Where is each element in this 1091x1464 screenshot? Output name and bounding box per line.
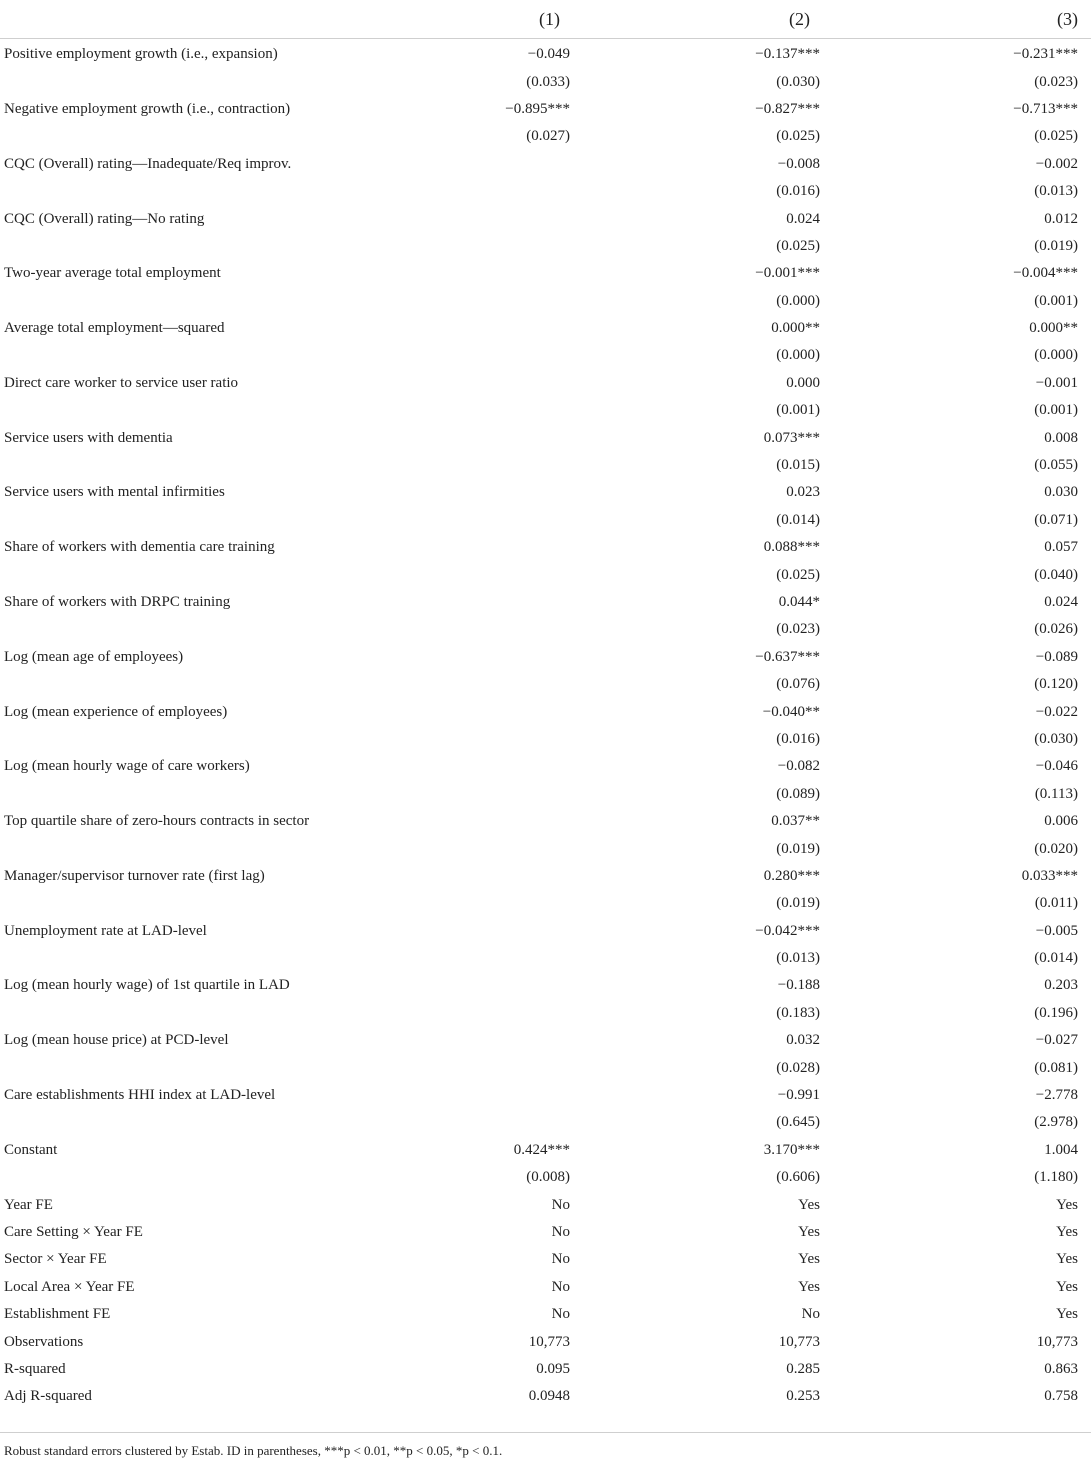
table-row xyxy=(0,644,1091,671)
header-row xyxy=(0,0,1091,39)
col-3-value: 0.012 xyxy=(1044,210,1078,227)
row-label xyxy=(0,1109,390,1136)
col-1-value: No xyxy=(551,1196,570,1213)
table-body xyxy=(0,39,1091,1411)
col-1-value xyxy=(390,726,587,753)
row-label xyxy=(0,945,390,972)
col-1-value xyxy=(390,479,587,506)
col-2-value: −0.991 xyxy=(777,1087,820,1104)
col-3-value: −0.002 xyxy=(1035,155,1078,172)
row-label: Two-year average total employment xyxy=(4,265,221,282)
table-row xyxy=(0,945,1091,972)
col-3-value: −0.004*** xyxy=(1013,265,1078,282)
col-1-value: No xyxy=(551,1251,570,1268)
col-1-value xyxy=(390,671,587,698)
table-row xyxy=(0,890,1091,917)
col-2-value: (0.645) xyxy=(776,1114,820,1131)
row-label: Establishment FE xyxy=(4,1306,111,1323)
table-row xyxy=(0,39,1091,69)
col-2-value: No xyxy=(801,1306,820,1323)
col-1-value xyxy=(390,534,587,561)
col-2-value: −0.637*** xyxy=(755,648,820,665)
col-1-value xyxy=(390,1109,587,1136)
table-row xyxy=(0,260,1091,287)
col-3-value: (0.081) xyxy=(1034,1059,1078,1076)
row-label: Average total employment—squared xyxy=(4,320,225,337)
col-2-value: (0.089) xyxy=(776,785,820,802)
row-label: Share of workers with dementia care training xyxy=(4,539,275,556)
col-2-value: 0.000 xyxy=(786,374,820,391)
table-row xyxy=(0,397,1091,424)
col-3-value: 1.004 xyxy=(1044,1141,1078,1158)
col-2-value: (0.015) xyxy=(776,457,820,474)
col-1-value xyxy=(390,260,587,287)
table-footnote: Robust standard errors clustered by Estab. ID in parentheses, ***p < 0.01, **p < 0.05, *p < 0.1. xyxy=(4,1443,503,1458)
table-row xyxy=(0,589,1091,616)
col-2-value: 0.044* xyxy=(778,594,820,610)
table-row xyxy=(0,370,1091,397)
col-1-value xyxy=(390,918,587,945)
row-label: Share of workers with DRPC training xyxy=(4,594,231,610)
col-2-value: Yes xyxy=(798,1251,820,1268)
table-row xyxy=(0,781,1091,808)
col-1-value xyxy=(390,890,587,917)
col-3-value: Yes xyxy=(1056,1251,1078,1268)
col-3-value: 0.000** xyxy=(1029,320,1078,337)
col-1-value xyxy=(390,781,587,808)
col-1-value xyxy=(390,835,587,862)
col-2-value: (0.025) xyxy=(776,128,820,145)
table-row xyxy=(0,753,1091,780)
row-label: CQC (Overall) rating—No rating xyxy=(4,210,205,227)
col-3-value: −0.231*** xyxy=(1013,46,1078,63)
table-row xyxy=(0,1328,1091,1355)
col-1-value xyxy=(390,753,587,780)
col-2-value: 10,773 xyxy=(778,1333,820,1350)
row-label xyxy=(0,781,390,808)
col-3-value: −0.713*** xyxy=(1013,100,1078,117)
col-1-value xyxy=(390,698,587,725)
row-label: Log (mean hourly wage of care workers) xyxy=(4,758,250,775)
row-label xyxy=(0,726,390,753)
col-1-value xyxy=(390,863,587,890)
col-2-value: (0.000) xyxy=(776,292,820,309)
table-row xyxy=(0,808,1091,835)
col-1-value xyxy=(390,507,587,534)
col-3-value: 0.863 xyxy=(1044,1360,1078,1377)
col-2-value: −0.082 xyxy=(777,758,820,775)
col-2-value: 0.024 xyxy=(786,210,820,227)
col-3-value: 0.006 xyxy=(1044,813,1078,830)
col-3-value: −0.001 xyxy=(1035,374,1078,391)
col-3-value: (0.040) xyxy=(1034,566,1078,583)
col-2-value: 0.285 xyxy=(786,1360,820,1377)
col-2-value: (0.030) xyxy=(776,73,820,90)
col-2-value: (0.016) xyxy=(776,730,820,747)
col-3-value: (1.180) xyxy=(1034,1169,1078,1186)
table-row xyxy=(0,1082,1091,1109)
col-3-value: (0.023) xyxy=(1034,73,1078,90)
row-label: Service users with dementia xyxy=(4,429,173,446)
table-row xyxy=(0,1191,1091,1218)
col-1-value xyxy=(390,616,587,643)
row-label xyxy=(0,616,390,643)
col-2-value: 0.032 xyxy=(786,1032,820,1049)
col-3-value: −0.089 xyxy=(1035,648,1078,665)
table-row xyxy=(0,151,1091,178)
col-1-value: 0.095 xyxy=(536,1360,570,1377)
row-label xyxy=(0,452,390,479)
row-label: Care Setting × Year FE xyxy=(4,1223,143,1240)
row-label xyxy=(0,68,390,95)
row-label xyxy=(0,1000,390,1027)
table-row xyxy=(0,534,1091,561)
col-3-value: Yes xyxy=(1056,1196,1078,1213)
row-label xyxy=(0,397,390,424)
col-3-value: (0.071) xyxy=(1034,511,1078,528)
col-1-value xyxy=(390,205,587,232)
col-3-value: (0.055) xyxy=(1034,457,1078,474)
col-3-value: Yes xyxy=(1056,1223,1078,1240)
col-1-value xyxy=(390,972,587,999)
col-1-value xyxy=(390,644,587,671)
col-2-value: (0.019) xyxy=(776,840,820,857)
row-label xyxy=(0,288,390,315)
col-3-value: Yes xyxy=(1056,1306,1078,1323)
row-label: R-squared xyxy=(4,1360,66,1377)
col-1-value xyxy=(390,589,587,616)
col-1-value: −0.895*** xyxy=(505,100,570,117)
row-label xyxy=(0,233,390,260)
row-label xyxy=(0,1054,390,1081)
header-col-1: (1) xyxy=(390,0,587,39)
table-row xyxy=(0,68,1091,95)
col-3-value: (2.978) xyxy=(1034,1114,1078,1131)
col-1-value xyxy=(390,1082,587,1109)
col-1-value: No xyxy=(551,1306,570,1323)
row-label xyxy=(0,178,390,205)
col-1-value: (0.033) xyxy=(526,73,570,90)
table-row xyxy=(0,233,1091,260)
table-row xyxy=(0,698,1091,725)
row-label xyxy=(0,1164,390,1191)
col-3-value: (0.120) xyxy=(1034,676,1078,693)
col-1-value xyxy=(390,151,587,178)
row-label: Top quartile share of zero-hours contracts in sector xyxy=(4,813,310,830)
col-1-value xyxy=(390,233,587,260)
col-2-value: (0.000) xyxy=(776,347,820,364)
col-2-value: (0.076) xyxy=(776,676,820,693)
col-1-value xyxy=(390,945,587,972)
col-3-value: (0.030) xyxy=(1034,730,1078,747)
row-label: CQC (Overall) rating—Inadequate/Req improv. xyxy=(4,155,292,172)
col-2-value: 0.073*** xyxy=(763,429,820,446)
table-row xyxy=(0,1000,1091,1027)
col-1-value xyxy=(390,1027,587,1054)
table-row xyxy=(0,726,1091,753)
row-label: Sector × Year FE xyxy=(4,1251,107,1268)
table-row xyxy=(0,1383,1091,1410)
col-3-value: (0.011) xyxy=(1034,895,1078,912)
col-3-value: 0.033*** xyxy=(1021,867,1078,884)
col-2-value: (0.001) xyxy=(776,402,820,419)
row-label: Log (mean house price) at PCD-level xyxy=(4,1032,229,1049)
col-1-value: No xyxy=(551,1223,570,1240)
row-label: Adj R-squared xyxy=(4,1388,92,1405)
table-row xyxy=(0,123,1091,150)
col-2-value: (0.014) xyxy=(776,511,820,528)
row-label xyxy=(0,835,390,862)
col-1-value: 0.424*** xyxy=(513,1141,570,1158)
col-3-value: 0.024 xyxy=(1044,594,1078,610)
col-3-value: −0.005 xyxy=(1035,922,1078,939)
table-row xyxy=(0,315,1091,342)
col-2-value: 0.023 xyxy=(786,484,820,501)
row-label: Direct care worker to service user ratio xyxy=(4,374,239,391)
row-label xyxy=(0,561,390,588)
table-row xyxy=(0,561,1091,588)
col-2-value: 0.037** xyxy=(771,813,820,830)
table-row xyxy=(0,863,1091,890)
table-row xyxy=(0,1054,1091,1081)
row-label: Service users with mental infirmities xyxy=(4,484,225,501)
col-1-value xyxy=(390,370,587,397)
table-row xyxy=(0,96,1091,123)
table-row xyxy=(0,1137,1091,1164)
table-row xyxy=(0,479,1091,506)
table-row xyxy=(0,452,1091,479)
bottom-rule xyxy=(0,1432,1091,1433)
col-3-value: Yes xyxy=(1056,1278,1078,1295)
col-3-value: −2.778 xyxy=(1035,1087,1078,1104)
table-row xyxy=(0,1246,1091,1273)
table-row xyxy=(0,1109,1091,1136)
col-2-value: (0.019) xyxy=(776,895,820,912)
row-label: Constant xyxy=(4,1141,58,1158)
col-2-value: 3.170*** xyxy=(763,1141,820,1158)
col-3-value: (0.001) xyxy=(1034,402,1078,419)
col-3-value: (0.113) xyxy=(1034,785,1078,802)
col-3-value: −0.022 xyxy=(1035,703,1078,720)
row-label: Local Area × Year FE xyxy=(4,1278,135,1295)
row-label: Unemployment rate at LAD-level xyxy=(4,922,207,939)
col-3-value: 0.008 xyxy=(1044,429,1078,446)
col-1-value xyxy=(390,561,587,588)
table-row xyxy=(0,424,1091,451)
row-label xyxy=(0,890,390,917)
row-label: Year FE xyxy=(4,1196,53,1213)
row-label xyxy=(0,507,390,534)
header-col-2: (2) xyxy=(587,0,840,39)
col-2-value: (0.023) xyxy=(776,621,820,638)
col-2-value: (0.025) xyxy=(776,566,820,583)
row-label xyxy=(0,342,390,369)
row-label xyxy=(0,671,390,698)
table-row xyxy=(0,1356,1091,1383)
row-label: Care establishments HHI index at LAD-level xyxy=(4,1087,276,1104)
col-3-value: (0.014) xyxy=(1034,950,1078,967)
table-row xyxy=(0,342,1091,369)
row-label xyxy=(0,123,390,150)
row-label: Positive employment growth (i.e., expansion) xyxy=(4,46,278,63)
col-2-value: 0.280*** xyxy=(763,867,820,884)
col-3-value: −0.027 xyxy=(1035,1032,1078,1049)
table-row xyxy=(0,1027,1091,1054)
col-1-value: No xyxy=(551,1278,570,1295)
col-2-value: −0.188 xyxy=(777,977,820,994)
col-3-value: 0.203 xyxy=(1044,977,1078,994)
header-label xyxy=(0,0,390,39)
table-row xyxy=(0,972,1091,999)
col-3-value: (0.020) xyxy=(1034,840,1078,857)
col-2-value: Yes xyxy=(798,1278,820,1295)
col-2-value: −0.008 xyxy=(777,155,820,172)
col-3-value: (0.013) xyxy=(1034,183,1078,200)
row-label: Log (mean experience of employees) xyxy=(4,703,228,720)
table-row xyxy=(0,1274,1091,1301)
table-row xyxy=(0,616,1091,643)
col-3-value: 0.030 xyxy=(1044,484,1078,501)
col-2-value: (0.025) xyxy=(776,237,820,254)
col-3-value: (0.000) xyxy=(1034,347,1078,364)
col-1-value xyxy=(390,397,587,424)
table-row xyxy=(0,1219,1091,1246)
col-1-value: (0.008) xyxy=(526,1169,570,1186)
col-3-value: 10,773 xyxy=(1036,1333,1078,1350)
col-2-value: 0.253 xyxy=(786,1388,820,1405)
col-3-value: 0.758 xyxy=(1044,1388,1078,1405)
col-2-value: (0.606) xyxy=(776,1169,820,1186)
table-row xyxy=(0,918,1091,945)
col-1-value xyxy=(390,342,587,369)
col-1-value: −0.049 xyxy=(527,46,570,63)
col-3-value: −0.046 xyxy=(1035,758,1078,775)
col-3-value: (0.019) xyxy=(1034,237,1078,254)
row-label: Manager/supervisor turnover rate (first lag) xyxy=(4,867,265,884)
col-2-value: (0.013) xyxy=(776,950,820,967)
row-label: Log (mean age of employees) xyxy=(4,648,184,665)
col-3-value: 0.057 xyxy=(1044,539,1078,556)
col-1-value xyxy=(390,178,587,205)
table-row xyxy=(0,1301,1091,1328)
table-row xyxy=(0,835,1091,862)
col-2-value: (0.028) xyxy=(776,1059,820,1076)
header-col-3: (3) xyxy=(840,0,1091,39)
col-2-value: −0.137*** xyxy=(755,46,820,63)
col-3-value: (0.025) xyxy=(1034,128,1078,145)
col-2-value: (0.016) xyxy=(776,183,820,200)
col-1-value xyxy=(390,452,587,479)
col-1-value xyxy=(390,288,587,315)
col-2-value: Yes xyxy=(798,1223,820,1240)
col-2-value: 0.000** xyxy=(771,320,820,337)
col-1-value: 0.0948 xyxy=(528,1388,570,1405)
col-3-value: (0.196) xyxy=(1034,1004,1078,1021)
table-row xyxy=(0,671,1091,698)
col-1-value xyxy=(390,315,587,342)
col-2-value: −0.042*** xyxy=(755,922,820,939)
col-1-value xyxy=(390,1054,587,1081)
col-1-value xyxy=(390,424,587,451)
col-1-value xyxy=(390,1000,587,1027)
col-1-value xyxy=(390,808,587,835)
col-2-value: −0.827*** xyxy=(755,100,820,117)
col-3-value: (0.026) xyxy=(1034,621,1078,638)
row-label: Observations xyxy=(4,1333,84,1350)
col-2-value: (0.183) xyxy=(776,1004,820,1021)
table-row xyxy=(0,1164,1091,1191)
table-row xyxy=(0,507,1091,534)
col-2-value: −0.040** xyxy=(762,703,820,720)
row-label: Log (mean hourly wage) of 1st quartile in LAD xyxy=(4,977,290,994)
col-2-value: −0.001*** xyxy=(755,265,820,282)
col-1-value: 10,773 xyxy=(528,1333,570,1350)
col-2-value: 0.088*** xyxy=(763,539,820,556)
col-2-value: Yes xyxy=(798,1196,820,1213)
table-row xyxy=(0,178,1091,205)
table-row xyxy=(0,205,1091,232)
col-1-value: (0.027) xyxy=(526,128,570,145)
table-row xyxy=(0,288,1091,315)
row-label: Negative employment growth (i.e., contraction) xyxy=(4,100,291,117)
col-3-value: (0.001) xyxy=(1034,292,1078,309)
